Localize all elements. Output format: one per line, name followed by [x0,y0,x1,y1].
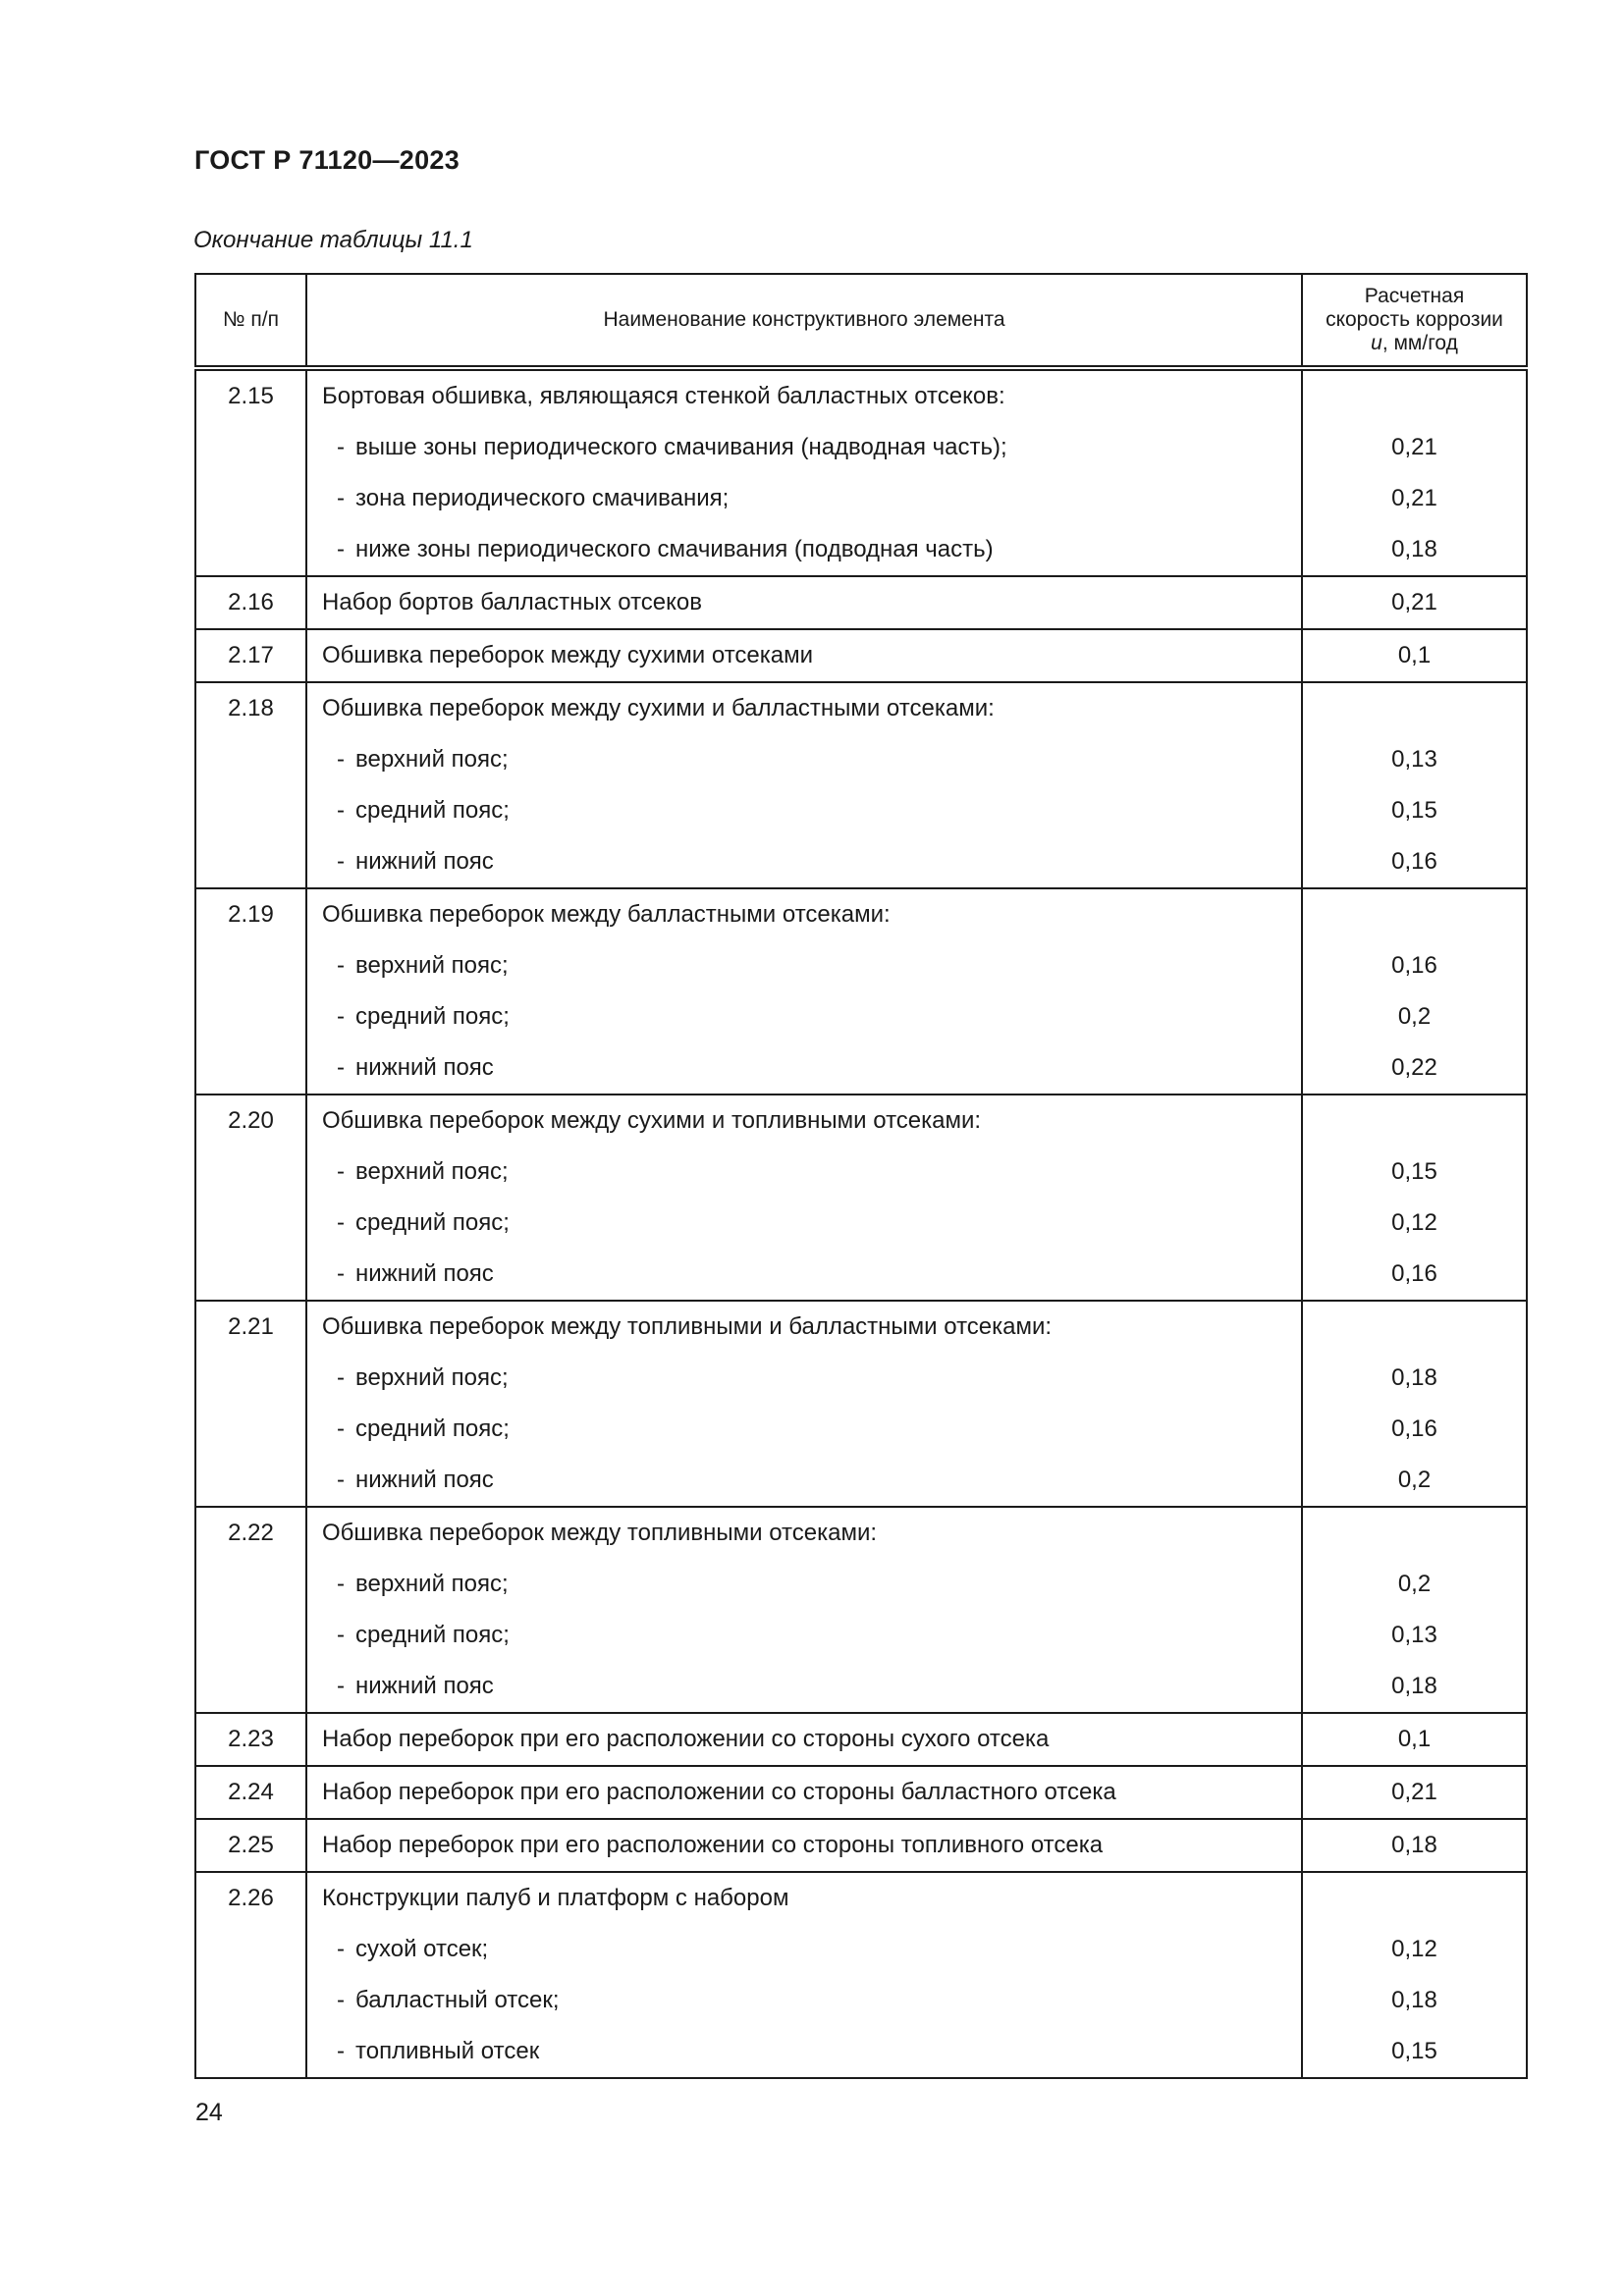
table-row [195,1872,1527,1924]
corrosion-rate: 0,16 [1302,1249,1527,1301]
table-row [195,1301,1527,1353]
list-dash: - [337,485,345,511]
sub-item [306,1147,1302,1198]
list-dash: - [337,1415,345,1442]
sub-item-text: нижний пояс [355,1467,494,1493]
document-header: ГОСТ Р 71120—2023 [194,145,460,175]
row-number-empty [195,991,306,1042]
row-number-empty [195,940,306,991]
corrosion-rate: 0,1 [1302,629,1527,682]
list-dash: - [337,1003,345,1030]
sub-item [306,785,1302,836]
table-row [195,629,1527,682]
row-number: 2.21 [195,1301,306,1353]
sub-item [306,2026,1302,2078]
table-subrow [195,1249,1527,1301]
sub-item-text: средний пояс; [355,1003,510,1030]
row-number-empty [195,1147,306,1198]
sub-item-text: ниже зоны периодического смачивания (подводная часть) [355,536,994,562]
table-subrow [195,1559,1527,1610]
table-subrow [195,473,1527,524]
row-number: 2.17 [195,629,306,682]
corrosion-rate: 0,13 [1302,1610,1527,1661]
table-row [195,1713,1527,1766]
sub-item [306,991,1302,1042]
table-subrow [195,1455,1527,1507]
element-name: Набор переборок при его расположении со стороны балластного отсека [306,1766,1302,1819]
sub-item [306,1661,1302,1713]
sub-item [306,1198,1302,1249]
row-number-empty [195,836,306,888]
corrosion-rate: 0,12 [1302,1924,1527,1975]
row-number: 2.24 [195,1766,306,1819]
page-number: 24 [195,2099,223,2126]
corrosion-rate: 0,18 [1302,1975,1527,2026]
list-dash: - [337,434,345,460]
corrosion-rate [1302,888,1527,940]
corrosion-rate: 0,15 [1302,785,1527,836]
corrosion-rate: 0,18 [1302,1353,1527,1404]
sub-item [306,836,1302,888]
sub-item [306,1975,1302,2026]
table-subrow [195,524,1527,576]
sub-item-text: средний пояс; [355,797,510,824]
row-number-empty [195,1455,306,1507]
row-number-empty [195,785,306,836]
row-number-empty [195,473,306,524]
corrosion-rate: 0,21 [1302,473,1527,524]
row-number: 2.16 [195,576,306,629]
corrosion-rate: 0,16 [1302,1404,1527,1455]
table-subrow [195,940,1527,991]
corrosion-rate: 0,2 [1302,1559,1527,1610]
table-subrow [195,1147,1527,1198]
corrosion-rate: 0,16 [1302,836,1527,888]
row-number-empty [195,1661,306,1713]
list-dash: - [337,2038,345,2064]
row-number: 2.22 [195,1507,306,1559]
sub-item-text: средний пояс; [355,1415,510,1442]
row-number: 2.23 [195,1713,306,1766]
list-dash: - [337,952,345,979]
row-number: 2.26 [195,1872,306,1924]
header-rate-line1: Расчетная [1364,285,1465,307]
header-rate-line2: скорость коррозии [1326,308,1503,331]
table-row [195,1766,1527,1819]
sub-item [306,1924,1302,1975]
table-subrow [195,422,1527,473]
row-number-empty [195,734,306,785]
row-number-empty [195,1353,306,1404]
table-subrow [195,1042,1527,1095]
corrosion-rate: 0,21 [1302,1766,1527,1819]
sub-item [306,422,1302,473]
row-number-empty [195,1610,306,1661]
table-subrow [195,1198,1527,1249]
list-dash: - [337,1158,345,1185]
row-number: 2.19 [195,888,306,940]
table-subrow [195,1353,1527,1404]
sub-item-text: верхний пояс; [355,746,509,773]
list-dash: - [337,1571,345,1597]
corrosion-rate [1302,1095,1527,1147]
element-name: Набор бортов балластных отсеков [306,576,1302,629]
row-number: 2.18 [195,682,306,734]
corrosion-rate: 0,18 [1302,524,1527,576]
corrosion-rate: 0,2 [1302,991,1527,1042]
sub-item [306,940,1302,991]
sub-item-text: балластный отсек; [355,1987,560,2013]
corrosion-rate: 0,2 [1302,1455,1527,1507]
table-header-row [195,274,1527,368]
sub-item [306,524,1302,576]
row-number-empty [195,1249,306,1301]
corrosion-rate: 0,15 [1302,2026,1527,2078]
corrosion-rate: 0,18 [1302,1661,1527,1713]
table-subrow [195,1924,1527,1975]
table-caption: Окончание таблицы 11.1 [193,227,473,253]
sub-item-text: зона периодического смачивания; [355,485,730,511]
row-number-empty [195,2026,306,2078]
table-subrow [195,2026,1527,2078]
table-subrow [195,785,1527,836]
header-rate-unit: , мм/год [1381,332,1458,354]
element-name: Обшивка переборок между сухими и топливными отсеками: [306,1095,1302,1147]
list-dash: - [337,1673,345,1699]
corrosion-rate: 0,13 [1302,734,1527,785]
corrosion-rate [1302,1507,1527,1559]
element-name: Бортовая обшивка, являющаяся стенкой балластных отсеков: [306,368,1302,422]
corrosion-rate [1302,368,1527,422]
corrosion-rate [1302,1301,1527,1353]
corrosion-rate: 0,12 [1302,1198,1527,1249]
sub-item [306,1610,1302,1661]
list-dash: - [337,1622,345,1648]
list-dash: - [337,746,345,773]
corrosion-rate: 0,21 [1302,422,1527,473]
sub-item-text: верхний пояс; [355,1364,509,1391]
sub-item [306,1353,1302,1404]
element-name: Обшивка переборок между сухими отсеками [306,629,1302,682]
table-subrow [195,734,1527,785]
corrosion-rate-table [194,273,1528,2079]
table-subrow [195,1975,1527,2026]
list-dash: - [337,797,345,824]
table-row [195,576,1527,629]
corrosion-rate [1302,682,1527,734]
row-number-empty [195,1975,306,2026]
element-name: Набор переборок при его расположении со стороны топливного отсека [306,1819,1302,1872]
sub-item [306,1455,1302,1507]
element-name: Обшивка переборок между топливными и балластными отсеками: [306,1301,1302,1353]
sub-item [306,473,1302,524]
list-dash: - [337,848,345,875]
sub-item [306,1559,1302,1610]
table-subrow [195,1404,1527,1455]
row-number: 2.25 [195,1819,306,1872]
element-name: Обшивка переборок между сухими и балластными отсеками: [306,682,1302,734]
table-row [195,888,1527,940]
header-element-name: Наименование конструктивного элемента [306,274,1302,368]
row-number-empty [195,1924,306,1975]
list-dash: - [337,1209,345,1236]
sub-item-text: нижний пояс [355,1054,494,1081]
table-row [195,1507,1527,1559]
sub-item-text: верхний пояс; [355,952,509,979]
table-body [195,368,1527,2078]
row-number-empty [195,1198,306,1249]
element-name: Обшивка переборок между балластными отсеками: [306,888,1302,940]
row-number-empty [195,524,306,576]
sub-item [306,734,1302,785]
header-rate-variable: u [1371,332,1382,354]
table-row [195,682,1527,734]
row-number-empty [195,1559,306,1610]
header-corrosion-rate [1302,274,1527,368]
header-number: № п/п [195,274,306,368]
sub-item-text: нижний пояс [355,1673,494,1699]
list-dash: - [337,1364,345,1391]
row-number: 2.15 [195,368,306,422]
list-dash: - [337,536,345,562]
list-dash: - [337,1936,345,1962]
row-number-empty [195,1404,306,1455]
list-dash: - [337,1467,345,1493]
row-number-empty [195,422,306,473]
table-subrow [195,1661,1527,1713]
sub-item-text: топливный отсек [355,2038,540,2064]
sub-item-text: средний пояс; [355,1622,510,1648]
row-number-empty [195,1042,306,1095]
element-name: Набор переборок при его расположении со стороны сухого отсека [306,1713,1302,1766]
element-name: Конструкции палуб и платформ с набором [306,1872,1302,1924]
element-name: Обшивка переборок между топливными отсеками: [306,1507,1302,1559]
sub-item-text: верхний пояс; [355,1571,509,1597]
sub-item-text: выше зоны периодического смачивания (надводная часть); [355,434,1007,460]
row-number: 2.20 [195,1095,306,1147]
list-dash: - [337,1987,345,2013]
corrosion-rate: 0,22 [1302,1042,1527,1095]
corrosion-rate: 0,18 [1302,1819,1527,1872]
list-dash: - [337,1260,345,1287]
corrosion-rate: 0,1 [1302,1713,1527,1766]
sub-item-text: средний пояс; [355,1209,510,1236]
table-subrow [195,991,1527,1042]
corrosion-rate: 0,21 [1302,576,1527,629]
sub-item [306,1404,1302,1455]
sub-item-text: нижний пояс [355,1260,494,1287]
table-row [195,368,1527,422]
corrosion-rate: 0,16 [1302,940,1527,991]
table-row [195,1819,1527,1872]
sub-item-text: нижний пояс [355,848,494,875]
table-row [195,1095,1527,1147]
sub-item-text: сухой отсек; [355,1936,489,1962]
sub-item [306,1249,1302,1301]
table-subrow [195,1610,1527,1661]
corrosion-rate: 0,15 [1302,1147,1527,1198]
corrosion-rate [1302,1872,1527,1924]
sub-item [306,1042,1302,1095]
sub-item-text: верхний пояс; [355,1158,509,1185]
list-dash: - [337,1054,345,1081]
table-subrow [195,836,1527,888]
